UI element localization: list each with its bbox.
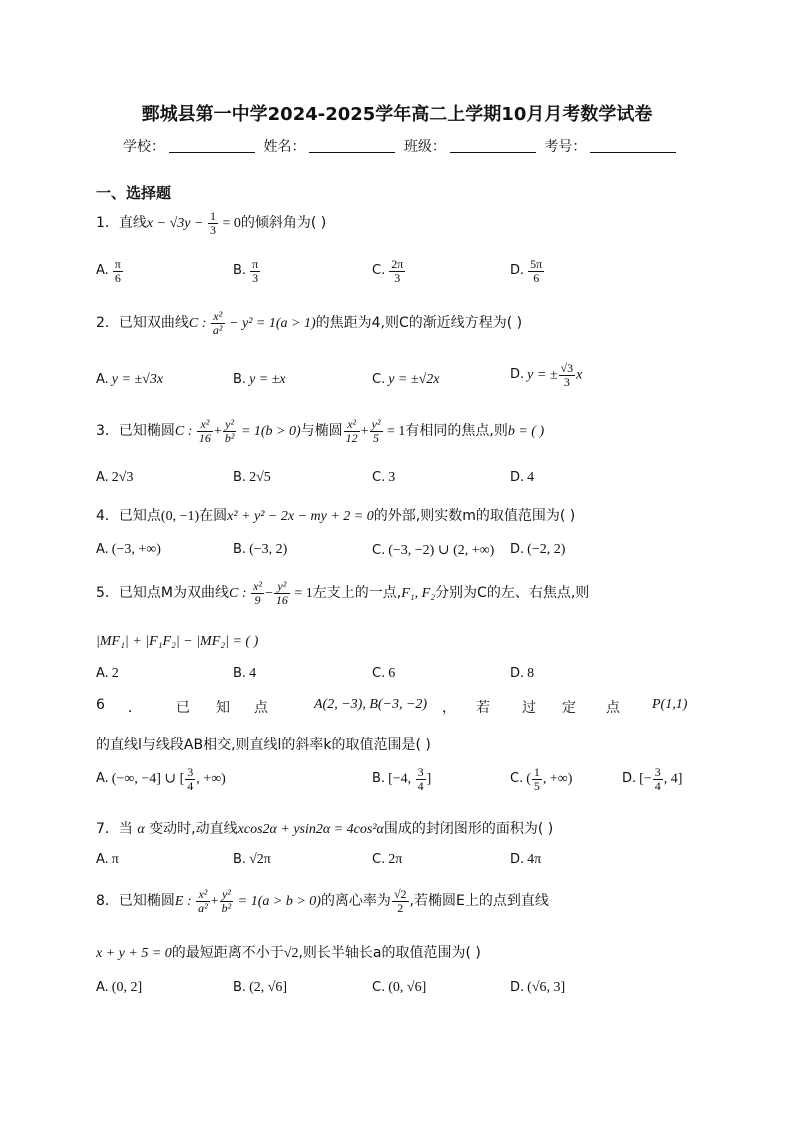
question-1-stem	[96, 210, 326, 236]
option-3-c[interactable]: C. 3	[372, 470, 396, 485]
section-title: 一、选择题	[96, 184, 172, 202]
id-label: 考号：	[544, 139, 587, 155]
stem-math: x − √3y −	[146, 216, 207, 232]
class-blank[interactable]	[450, 140, 536, 153]
question-6-stem-line2: 的直线l与线段AB相交,则直线l的斜率k的取值范围是( )	[96, 737, 431, 753]
option-7-b[interactable]: B. √2π	[233, 852, 271, 867]
question-3-stem: 3．已知椭圆C : $\frac{\text{x²}}{16}$ + $\frac{\text{y²}}{\text{b²}}$ = 1(b > 0)与椭圆 $\frac{\text{x²}}{12}$ + $\frac{\text{y²}}{5}$ = 1有相同的焦点,则b = ( )	[96, 417, 545, 445]
stem-math: = 0	[218, 216, 241, 232]
option-2-c[interactable]: C. y = ±√2x	[372, 372, 440, 387]
option-4-d[interactable]: D. (−2, 2)	[510, 542, 566, 557]
option-1-a[interactable]: A. $\frac{\pi}{6}$	[96, 257, 121, 285]
id-blank[interactable]	[590, 140, 676, 153]
option-4-c[interactable]: C. (−3, −2) ∪ (2, +∞)	[372, 543, 495, 558]
option-1-b[interactable]: B. $\frac{\pi}{3}$	[233, 257, 259, 285]
stem-text: 的倾斜角为( )	[240, 215, 327, 232]
name-label: 姓名：	[263, 139, 306, 155]
stem-text: 直线	[118, 215, 147, 232]
option-6-b[interactable]: B. [−4, $\frac{3}{4}$ ]	[372, 765, 432, 793]
option-5-b[interactable]: B. 4	[233, 666, 257, 681]
school-blank[interactable]	[169, 140, 255, 153]
question-8-stem-line2: x + y + 5 = 0的最短距离不小于√2,则长半轴长a的取值范围为( )	[96, 945, 481, 961]
option-3-d[interactable]: D. 4	[510, 470, 535, 485]
question-8-stem: 8．已知椭圆E : $\frac{\text{x²}}{\text{a²}}$ + $\frac{\text{y²}}{\text{b²}}$ = 1(a > b > 0)的离心率为 $\frac{√2}{2}$ ,若椭圆E上的点到直线	[96, 887, 549, 915]
exam-title: 鄄城县第一中学2024-2025学年高二上学期10月月考数学试卷	[141, 104, 653, 125]
option-8-c[interactable]: C. (0, √6]	[372, 980, 427, 995]
question-7-stem: 7．当 α 变动时,动直线xcos2α + ysin2α = 4cos²α围成的封闭图形的面积为( )	[96, 821, 554, 837]
option-2-b[interactable]: B. y = ±x	[233, 372, 286, 387]
option-3-b[interactable]: B. 2√5	[233, 470, 271, 485]
question-5-stem: 5．已知点M为双曲线C : $\frac{\text{x²}}{9}$ − $\frac{\text{y²}}{16}$ = 1左支上的一点,F₁, F₂分别为C的左、右焦点,则	[96, 579, 590, 607]
option-7-a[interactable]: A. π	[96, 852, 119, 867]
option-1-c[interactable]: C. $\frac{2\pi}{3}$	[372, 257, 404, 285]
option-3-a[interactable]: A. 2√3	[96, 470, 134, 485]
option-4-a[interactable]: A. (−3, +∞)	[96, 542, 161, 557]
question-2-stem: 2．已知双曲线C : $\frac{\text{x²}}{\text{a²}}$ − y² = 1(a > 1)的焦距为4,则C的渐近线方程为( )	[96, 309, 523, 337]
stem-fraction: $\frac{1}{3}$	[209, 209, 216, 237]
option-8-a[interactable]: A. (0, 2]	[96, 980, 143, 995]
option-5-d[interactable]: D. 8	[510, 666, 535, 681]
name-blank[interactable]	[309, 140, 395, 153]
option-6-a[interactable]: A. (−∞, −4] ∪ [ $\frac{3}{4}$ , +∞)	[96, 765, 226, 793]
option-1-d[interactable]: D. $\frac{5\pi}{6}$	[510, 257, 543, 285]
class-label: 班级：	[403, 139, 446, 155]
question-5-stem-line2: |MF₁| + |F₁F₂| − |MF₂| = ( )	[96, 634, 259, 649]
option-8-b[interactable]: B. (2, √6]	[233, 980, 288, 995]
option-7-c[interactable]: C. 2π	[372, 852, 403, 867]
student-info-row	[123, 136, 680, 156]
option-7-d[interactable]: D. 4π	[510, 852, 542, 867]
option-5-a[interactable]: A. 2	[96, 666, 119, 681]
option-2-a[interactable]: A. y = ±√3x	[96, 372, 164, 387]
option-5-c[interactable]: C. 6	[372, 666, 396, 681]
option-4-b[interactable]: B. (−3, 2)	[233, 542, 288, 557]
exam-page: 鄄城县第一中学2024-2025学年高二上学期10月月考数学试卷 学校： 姓名： 班级： 考号： 一、选择题 1．直线x − √3y − $\frac{1}{3}$ = 0的倾斜角为( ) A. $\frac{\pi}{6}$ B. $\frac{\pi}{3}$ C. $\frac{2\pi}{3}$ D. $\frac{5\pi}{6}$ 2．已知双曲线C : $\frac{\text{x²}}{\text{a²}}$ − y² = 1(a > 1)的焦距为4,则C的渐近线方程为( ) A. y = ±√3x B. y = ±x C. y = ±√2x D. y = ± $\frac{√3}{3}$ x 3．已知椭圆C : $\frac{\text{x²}}{16}$ + $\frac{\text{y²}}{\text{b²}}$ = 1(b > 0)与椭圆 $\frac{\text{x²}}{12}$ + $\frac{\text{y²}}{5}$ = 1有相同的焦点,则b = ( ) A. 2√3 B. 2√5 C. 3 D. 4 4．已知点(0, −1)在圆x² + y² − 2x − my + 2 = 0的外部,则实数m的取值范围为( ) A. (−3, +∞) B. (−3, 2) C. (−3, −2) ∪ (2, +∞) D. (−2, 2) 5．已知点M为双曲线C : $\frac{\text{x²}}{9}$ − $\frac{\text{y²}}{16}$ = 1左支上的一点,F₁, F₂分别为C的左、右焦点,则 |MF₁| + |F₁F₂| − |MF₂| = ( ) A. 2 B. 4 C. 6 D. 8 6 ． 已 知 点 A(2, −3), B(−3, −2) ， 若 过 定 点 P(1,1) 的直线l与线段AB相交,则直线l的斜率k的取值范围是( ) A. (−∞, −4] ∪ [ $\frac{3}{4}$ , +∞) B. [−4, $\frac{3}{4}$ ] C. ( $\frac{1}{5}$ , +∞) D. [− $\frac{3}{4}$ , 4] 7．当 α 变动时,动直线xcos2α + ysin2α = 4cos²α围成的封闭图形的面积为( ) A. π B. √2π C. 2π D. 4π 8．已知椭圆E : $\frac{\text{x²}}{\text{a²}}$ + $\frac{\text{y²}}{\text{b²}}$ = 1(a > b > 0)的离心率为 $\frac{√2}{2}$ ,若椭圆E上的点到直线 x + y + 5 = 0的最短距离不小于√2,则长半轴长a的取值范围为( ) A. (0, 2] B. (2, √6] C. (0, √6] D. (√6, 3]	[0, 0, 794, 1123]
option-6-c[interactable]: C. ( $\frac{1}{5}$ , +∞)	[510, 765, 573, 793]
question-4-stem: 4．已知点(0, −1)在圆x² + y² − 2x − my + 2 = 0的外部,则实数m的取值范围为( )	[96, 508, 576, 524]
school-label: 学校：	[123, 139, 165, 155]
question-number: 1．	[96, 215, 119, 232]
option-6-d[interactable]: D. [− $\frac{3}{4}$ , 4]	[622, 765, 683, 793]
option-2-d[interactable]: D. y = ± $\frac{√3}{3}$ x	[510, 361, 583, 389]
option-8-d[interactable]: D. (√6, 3]	[510, 980, 566, 995]
